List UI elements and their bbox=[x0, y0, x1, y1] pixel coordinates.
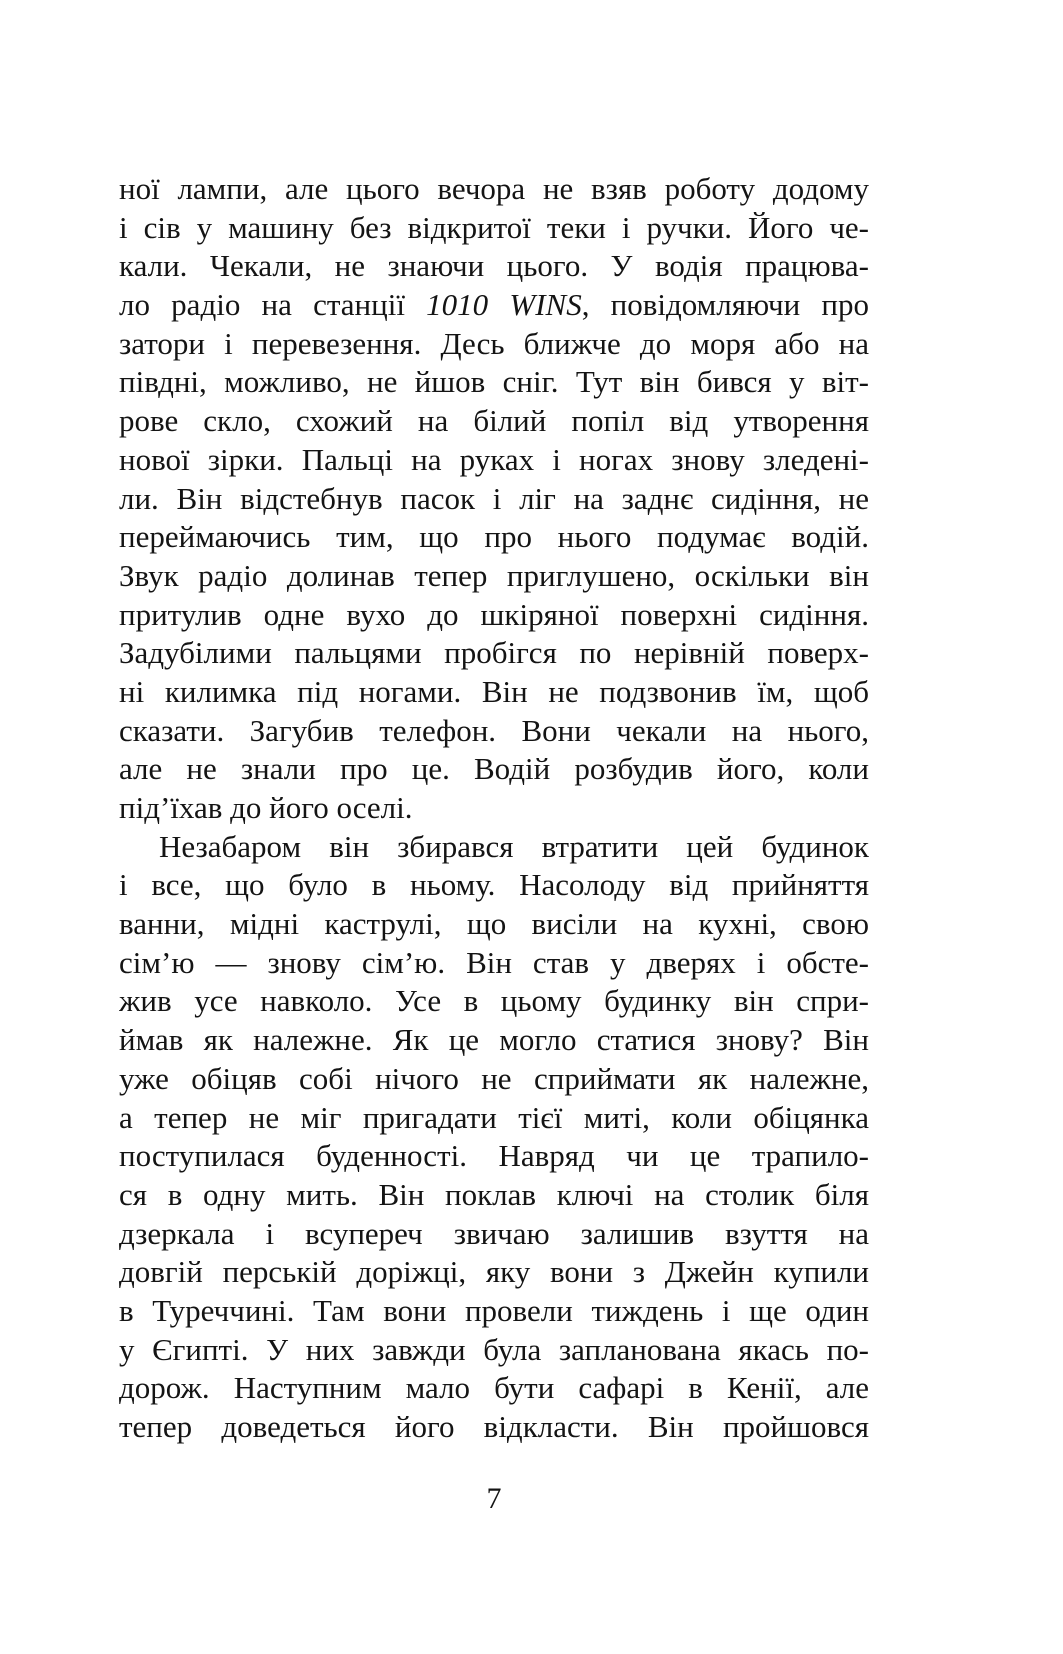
text-segment: півдні, можливо, не йшов сніг. Тут він бився у віт- bbox=[119, 364, 869, 400]
radio-station-name: 1010 WINS bbox=[426, 287, 582, 323]
text-segment: уже обіцяв собі нічого не сприймати як належне, bbox=[119, 1060, 869, 1096]
text-line bbox=[119, 905, 869, 944]
text-segment: дорож. Наступним мало бути сафарі в Кенії, але bbox=[119, 1370, 869, 1406]
text-segment: довгій перській доріжці, яку вони з Джейн купили bbox=[119, 1254, 869, 1290]
text-line bbox=[119, 673, 869, 712]
text-segment: ймав як належне. Як це могло статися знову? Він bbox=[119, 1022, 869, 1058]
text-line bbox=[119, 1331, 869, 1370]
page-number: 7 bbox=[486, 1482, 502, 1515]
text-line bbox=[119, 209, 869, 248]
text-segment: але не знали про це. Водій розбудив його, коли bbox=[119, 751, 869, 787]
text-segment: і все, що було в ньому. Насолоду від прийняття bbox=[119, 867, 869, 903]
text-segment: притулив одне вухо до шкіряної поверхні сидіння. bbox=[119, 596, 869, 632]
text-segment: ло радіо на станції bbox=[119, 287, 427, 323]
text-line bbox=[119, 828, 869, 867]
text-segment: в Туреччині. Там вони провели тиждень і ще один bbox=[119, 1292, 869, 1328]
text-segment: ної лампи, але цього вечора не взяв роботу додому bbox=[119, 171, 869, 206]
text-segment: Звук радіо долинав тепер приглушено, оскільки він bbox=[119, 557, 869, 593]
text-block bbox=[119, 170, 869, 1447]
text-line bbox=[119, 170, 869, 209]
text-line bbox=[119, 1253, 869, 1292]
text-line bbox=[119, 1021, 869, 1060]
text-segment: жив усе навколо. Усе в цьому будинку він спри- bbox=[119, 983, 869, 1019]
text-line bbox=[119, 1176, 869, 1215]
text-segment: і сів у машину без відкритої теки і ручки. Його че- bbox=[119, 209, 869, 245]
text-line bbox=[119, 480, 869, 519]
text-segment: ні килимка під ногами. Він не подзвонив їм, щоб bbox=[119, 673, 869, 709]
text-segment: сім’ю — знову сім’ю. Він став у дверях і обсте- bbox=[119, 944, 869, 980]
text-segment: Незабаром він збирався втратити цей будинок bbox=[159, 828, 869, 864]
text-segment: затори і перевезення. Десь ближче до моря або на bbox=[119, 325, 869, 361]
text-segment: кали. Чекали, не знаючи цього. У водія працюва- bbox=[119, 248, 869, 284]
text-segment: ванни, мідні каструлі, що висіли на кухні, свою bbox=[119, 906, 869, 942]
text-line bbox=[119, 944, 869, 983]
text-line bbox=[119, 1292, 869, 1331]
text-line bbox=[119, 518, 869, 557]
text-line bbox=[119, 247, 869, 286]
text-line bbox=[119, 402, 869, 441]
text-line bbox=[119, 1099, 869, 1138]
text-line bbox=[119, 1408, 869, 1447]
text-line bbox=[119, 982, 869, 1021]
text-segment: нової зірки. Пальці на руках і ногах знову зледені- bbox=[119, 441, 869, 477]
text-segment: дзеркала і всупереч звичаю залишив взуття на bbox=[119, 1215, 869, 1251]
text-segment: ли. Він відстебнув пасок і ліг на заднє сидіння, не bbox=[119, 480, 869, 516]
text-line bbox=[119, 1060, 869, 1099]
text-segment: а тепер не міг пригадати тієї миті, коли обіцянка bbox=[119, 1099, 869, 1135]
text-line bbox=[119, 1369, 869, 1408]
text-line bbox=[119, 712, 869, 751]
text-line bbox=[119, 325, 869, 364]
text-segment: Задубілими пальцями пробігся по нерівній поверх- bbox=[119, 635, 869, 671]
text-segment: тепер доведеться його відкласти. Він пройшовся bbox=[119, 1409, 869, 1444]
text-line bbox=[119, 441, 869, 480]
text-line bbox=[119, 1137, 869, 1176]
text-segment: рове скло, схожий на білий попіл від утворення bbox=[119, 403, 869, 439]
text-segment: сказати. Загубив телефон. Вони чекали на нього, bbox=[119, 712, 869, 748]
text-line bbox=[119, 596, 869, 635]
text-segment: ся в одну мить. Він поклав ключі на столик біля bbox=[119, 1176, 869, 1212]
text-line bbox=[119, 557, 869, 596]
text-segment: поступилася буденності. Навряд чи це трапило- bbox=[119, 1138, 869, 1174]
text-line bbox=[119, 866, 869, 905]
text-segment: під’їхав до його оселі. bbox=[119, 790, 413, 825]
text-line bbox=[119, 363, 869, 402]
text-line bbox=[119, 1215, 869, 1254]
text-line bbox=[119, 286, 869, 325]
text-segment: переймаючись тим, що про нього подумає водій. bbox=[119, 519, 869, 555]
text-line bbox=[119, 634, 869, 673]
text-line bbox=[119, 750, 869, 789]
text-line bbox=[119, 789, 869, 828]
text-segment: у Єгипті. У них завжди була запланована якась по- bbox=[119, 1331, 869, 1367]
text-segment: , повідомляючи про bbox=[581, 287, 869, 323]
